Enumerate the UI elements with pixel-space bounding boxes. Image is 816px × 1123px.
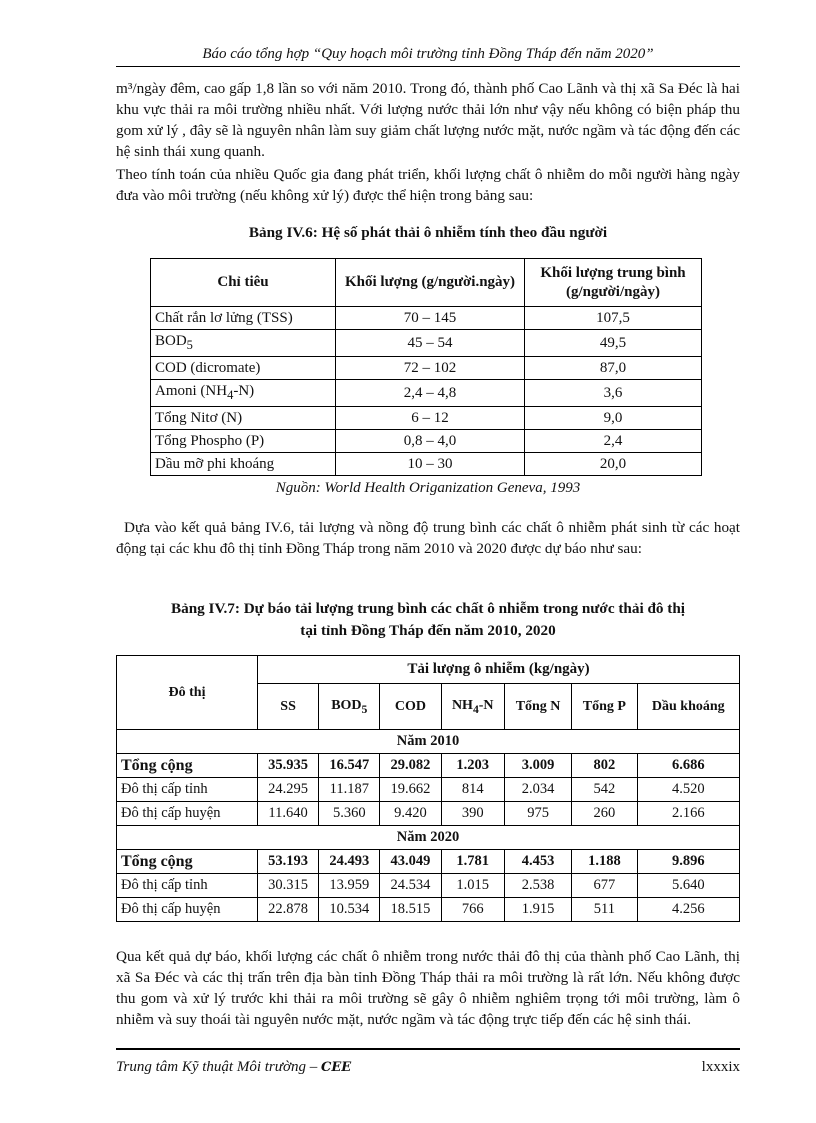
table-row <box>151 357 702 380</box>
t1-range: 45 – 54 <box>336 330 525 357</box>
t2-col-cod: COD <box>380 684 441 730</box>
t2-cell: 5.360 <box>319 802 380 826</box>
t2-cell: 19.662 <box>380 778 441 802</box>
t1-range: 70 – 145 <box>336 307 525 330</box>
paragraph-4 <box>116 946 740 1030</box>
table-row <box>151 453 702 476</box>
paragraph-1 <box>116 78 740 162</box>
table2-caption <box>116 598 740 642</box>
paragraph-2 <box>116 164 740 206</box>
t1-average: 20,0 <box>525 453 702 476</box>
footer-org: Trung tâm Kỹ thuật Môi trường – <box>116 1059 321 1075</box>
t2-cell: 16.547 <box>319 754 380 778</box>
t2-cell: 22.878 <box>258 898 319 922</box>
t2-cell: 24.493 <box>319 850 380 874</box>
t1-average: 3,6 <box>525 380 702 407</box>
table-row <box>151 330 702 357</box>
t2-cell: 24.295 <box>258 778 319 802</box>
table-row <box>151 430 702 453</box>
t2-cell: 35.935 <box>258 754 319 778</box>
t2-cell: 5.640 <box>637 874 739 898</box>
t2-cell: 390 <box>441 802 504 826</box>
t2-cell: 1.915 <box>504 898 571 922</box>
t1-indicator: Dầu mỡ phi khoáng <box>151 453 336 476</box>
t2-row-label: Đô thị cấp huyện <box>117 802 258 826</box>
table-row <box>117 802 740 826</box>
t2-cell: 1.188 <box>572 850 637 874</box>
t2-cell: 1.203 <box>441 754 504 778</box>
t2-cell: 30.315 <box>258 874 319 898</box>
paragraph-4-text: Qua kết quả dự báo, khối lượng các chất ô nhiễm trong nước thải đô thị của thành phố Cao Lãnh, thị xã Sa Đéc và các thị trấn trên địa bàn tỉnh Đồng Tháp thải ra môi trường là rất lớn. Nếu không được thu gom và xử lý trước khi thải ra môi trường sẽ gây ô nhiễm nghiêm trọng tới môi trường, làm ô nhiễm và suy thoái tài nguyên nước mặt, nước ngầm và tác động trực tiếp đến các hệ sinh thái. <box>116 948 740 1028</box>
t2-row-label: Đô thị cấp tỉnh <box>117 874 258 898</box>
t2-cell: 2.034 <box>504 778 571 802</box>
t1-range: 6 – 12 <box>336 407 525 430</box>
table2-caption-line2: tại tỉnh Đồng Tháp đến năm 2010, 2020 <box>300 622 556 639</box>
t1-range: 10 – 30 <box>336 453 525 476</box>
t2-cell: 975 <box>504 802 571 826</box>
table-row <box>117 874 740 898</box>
t2-cell: 4.256 <box>637 898 739 922</box>
t2-row-label: Tổng cộng <box>117 850 258 874</box>
table-row <box>117 754 740 778</box>
t2-cell: 2.538 <box>504 874 571 898</box>
t1-header-range: Khối lượng (g/người.ngày) <box>336 259 525 307</box>
t2-cell: 29.082 <box>380 754 441 778</box>
year-label: Năm 2020 <box>117 826 740 850</box>
t2-cell: 18.515 <box>380 898 441 922</box>
t2-cell: 4.453 <box>504 850 571 874</box>
t1-average: 107,5 <box>525 307 702 330</box>
t2-cell: 542 <box>572 778 637 802</box>
t1-indicator: Chất rắn lơ lửng (TSS) <box>151 307 336 330</box>
t2-cell: 11.640 <box>258 802 319 826</box>
t2-col-total-n: Tổng N <box>504 684 571 730</box>
paragraph-2-text: Theo tính toán của nhiều Quốc gia đang phát triển, khối lượng chất ô nhiễm do mỗi người hàng ngày đưa vào môi trường (nếu không xử lý) được thể hiện trong bảng sau: <box>116 166 740 204</box>
t1-header-average: Khối lượng trung bình (g/người/ngày) <box>525 259 702 307</box>
page-header: Báo cáo tổng hợp “Quy hoạch môi trường tỉnh Đồng Tháp đến năm 2020” <box>116 46 740 67</box>
table2-caption-line1: Bảng IV.7: Dự báo tải lượng trung bình các chất ô nhiễm trong nước thải đô thị <box>170 600 686 617</box>
t2-col-bod5: $BOD_5$ <box>319 684 380 730</box>
page-footer <box>116 1048 740 1076</box>
t2-cell: 10.534 <box>319 898 380 922</box>
table-row <box>117 850 740 874</box>
table1-caption: Bảng IV.6: Hệ số phát thải ô nhiễm tính theo đầu người <box>248 224 608 241</box>
t1-average: 2,4 <box>525 430 702 453</box>
t2-cell: 260 <box>572 802 637 826</box>
table-row <box>117 898 740 922</box>
t2-row-label: Tổng cộng <box>117 754 258 778</box>
t1-average: 9,0 <box>525 407 702 430</box>
t1-indicator: Amoni $(NH_4-N)$ <box>151 380 336 407</box>
table-row <box>151 380 702 407</box>
t2-cell: 1.781 <box>441 850 504 874</box>
t2-cell: 677 <box>572 874 637 898</box>
paragraph-3 <box>116 517 740 559</box>
t2-cell: 766 <box>441 898 504 922</box>
t2-cell: 6.686 <box>637 754 739 778</box>
t2-cell: 9.420 <box>380 802 441 826</box>
table1-source: Nguồn: World Health Origanization Geneva, 1993 <box>275 480 581 496</box>
paragraph-3-text: Dựa vào kết quả bảng IV.6, tải lượng và nồng độ trung bình các chất ô nhiễm phát sinh từ các hoạt động tại các khu đô thị tỉnh Đồng Tháp trong năm 2010 và 2020 được dự báo như sau: <box>116 519 740 557</box>
t2-cell: 53.193 <box>258 850 319 874</box>
t2-col-ss: SS <box>258 684 319 730</box>
t2-col-oil: Dầu khoáng <box>637 684 739 730</box>
t2-cell: 4.520 <box>637 778 739 802</box>
t2-row-label: Đô thị cấp huyện <box>117 898 258 922</box>
t2-cell: 814 <box>441 778 504 802</box>
year-row <box>117 826 740 850</box>
table-row <box>151 407 702 430</box>
t2-col-nh4n: $NH_4-N$ <box>441 684 504 730</box>
year-row <box>117 730 740 754</box>
t2-cell: 511 <box>572 898 637 922</box>
t2-header-group: Tải lượng ô nhiễm (kg/ngày) <box>258 656 740 684</box>
t1-indicator: Tổng Nitơ (N) <box>151 407 336 430</box>
t2-col-total-p: Tổng P <box>572 684 637 730</box>
t2-cell: 9.896 <box>637 850 739 874</box>
t1-range: 72 – 102 <box>336 357 525 380</box>
t1-average: 49,5 <box>525 330 702 357</box>
t2-cell: 43.049 <box>380 850 441 874</box>
t1-range: 0,8 – 4,0 <box>336 430 525 453</box>
t2-cell: 2.166 <box>637 802 739 826</box>
t2-cell: 802 <box>572 754 637 778</box>
t1-indicator: $BOD_5$ <box>151 330 336 357</box>
page-number: lxxxix <box>701 1059 740 1075</box>
t2-cell: 3.009 <box>504 754 571 778</box>
t1-indicator: Tổng Phospho (P) <box>151 430 336 453</box>
paragraph-1-text: m³/ngày đêm, cao gấp 1,8 lần so với năm 2010. Trong đó, thành phố Cao Lãnh và thị xã Sa Đéc là hai khu vực thải ra môi trường nhiều nhất. Với lượng nước thải lớn như vậy nếu không có biện pháp thu gom xử lý , đây sẽ là nguyên nhân làm suy giảm chất lượng nước mặt, nước ngầm và tác động đến các hệ sinh thái xung quanh. <box>116 80 740 160</box>
table-row <box>117 778 740 802</box>
t2-cell: 13.959 <box>319 874 380 898</box>
t1-average: 87,0 <box>525 357 702 380</box>
pollution-forecast-table <box>116 655 740 922</box>
cee-logo: CEE <box>320 1060 352 1075</box>
t1-range: 2,4 – 4,8 <box>336 380 525 407</box>
t2-cell: 1.015 <box>441 874 504 898</box>
emission-factor-table <box>150 258 702 476</box>
t1-indicator: COD (dicromate) <box>151 357 336 380</box>
t2-row-label: Đô thị cấp tỉnh <box>117 778 258 802</box>
t2-header-city: Đô thị <box>117 656 258 730</box>
t2-cell: 11.187 <box>319 778 380 802</box>
t2-cell: 24.534 <box>380 874 441 898</box>
table-row <box>151 307 702 330</box>
t1-header-indicator: Chỉ tiêu <box>151 259 336 307</box>
year-label: Năm 2010 <box>117 730 740 754</box>
